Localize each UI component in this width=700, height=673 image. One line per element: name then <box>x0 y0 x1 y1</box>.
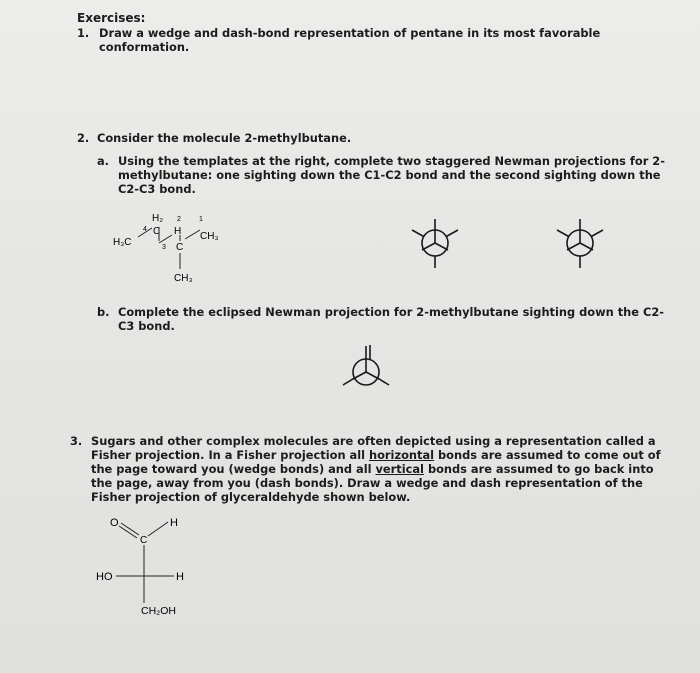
num-3-label: 3 <box>162 244 166 251</box>
num-2-label: 2 <box>177 216 181 223</box>
newman-eclipsed-template <box>338 340 398 400</box>
fisher-projection <box>88 510 228 620</box>
q3-line3-start: the page toward you (wedge bonds) and all <box>91 462 372 476</box>
vertical-underlined: vertical <box>375 462 424 476</box>
q2a-label: a. <box>97 154 110 168</box>
fisher-c-label: C <box>140 535 148 546</box>
q3-text-line5: Fisher projection of glyceraldehyde shown below. <box>91 490 411 504</box>
q2-number: 2. <box>77 131 90 145</box>
newman-staggered-template-2 <box>552 213 612 273</box>
fisher-ho-label: HO <box>96 571 113 583</box>
fisher-h-right-label: H <box>176 571 184 583</box>
q3-text-line3 <box>91 462 654 477</box>
ch3-bottom-label: CH₃ <box>174 273 193 284</box>
h-mid-label: H <box>174 226 182 237</box>
horizontal-underlined: horizontal <box>368 448 435 462</box>
q1-text-line2: conformation. <box>99 40 190 54</box>
q2-intro: Consider the molecule 2-methylbutane. <box>97 131 352 145</box>
c-right-label: C <box>176 242 184 253</box>
exercises-heading: Exercises: <box>77 11 146 25</box>
q2b-label: b. <box>97 305 110 319</box>
q3-line2-end: bonds are assumed to come out of <box>438 448 661 462</box>
newman-staggered-template-1 <box>407 213 467 273</box>
q2a-text-line2: methylbutane: one sighting down the C1-C2 bond and the second sighting down the <box>118 168 661 182</box>
q2b-text-line1: Complete the eclipsed Newman projection for 2-methylbutane sighting down the C2- <box>118 305 664 319</box>
q3-line3-end: bonds are assumed to go back into <box>427 462 654 476</box>
c-left-label: C <box>153 226 161 237</box>
fisher-ch2oh-label: CH₂OH <box>141 605 176 617</box>
q3-text-line4: the page, away from you (dash bonds). Draw a wedge and dash representation of the <box>91 476 643 490</box>
methylbutane-structure <box>110 205 250 295</box>
q1-number: 1. <box>77 26 90 40</box>
fisher-h-top-label: H <box>170 517 178 529</box>
q2b-text-line2: C3 bond. <box>118 319 175 333</box>
q3-text-line1: Sugars and other complex molecules are often depicted using a representation called a <box>91 434 656 448</box>
q1-text-line1: Draw a wedge and dash-bond representation of pentane in its most favorable <box>99 26 601 40</box>
molecule-bonds <box>138 227 200 269</box>
h3c-label: H₃C <box>113 237 132 248</box>
q2a-text-line1: Using the templates at the right, complete two staggered Newman projections for 2- <box>118 154 665 168</box>
q3-text-line2 <box>91 448 661 463</box>
num-1-label: 1 <box>199 216 203 223</box>
ch3-top-label: CH₃ <box>200 231 219 242</box>
q3-line2-start: Fisher projection. In a Fisher projection all <box>91 448 366 462</box>
fisher-o-label: O <box>110 517 119 529</box>
h2-label: H₂ <box>152 213 164 224</box>
q3-number: 3. <box>70 434 83 448</box>
num-4-label: 4 <box>143 226 147 233</box>
q2a-text-line3: C2-C3 bond. <box>118 182 196 196</box>
